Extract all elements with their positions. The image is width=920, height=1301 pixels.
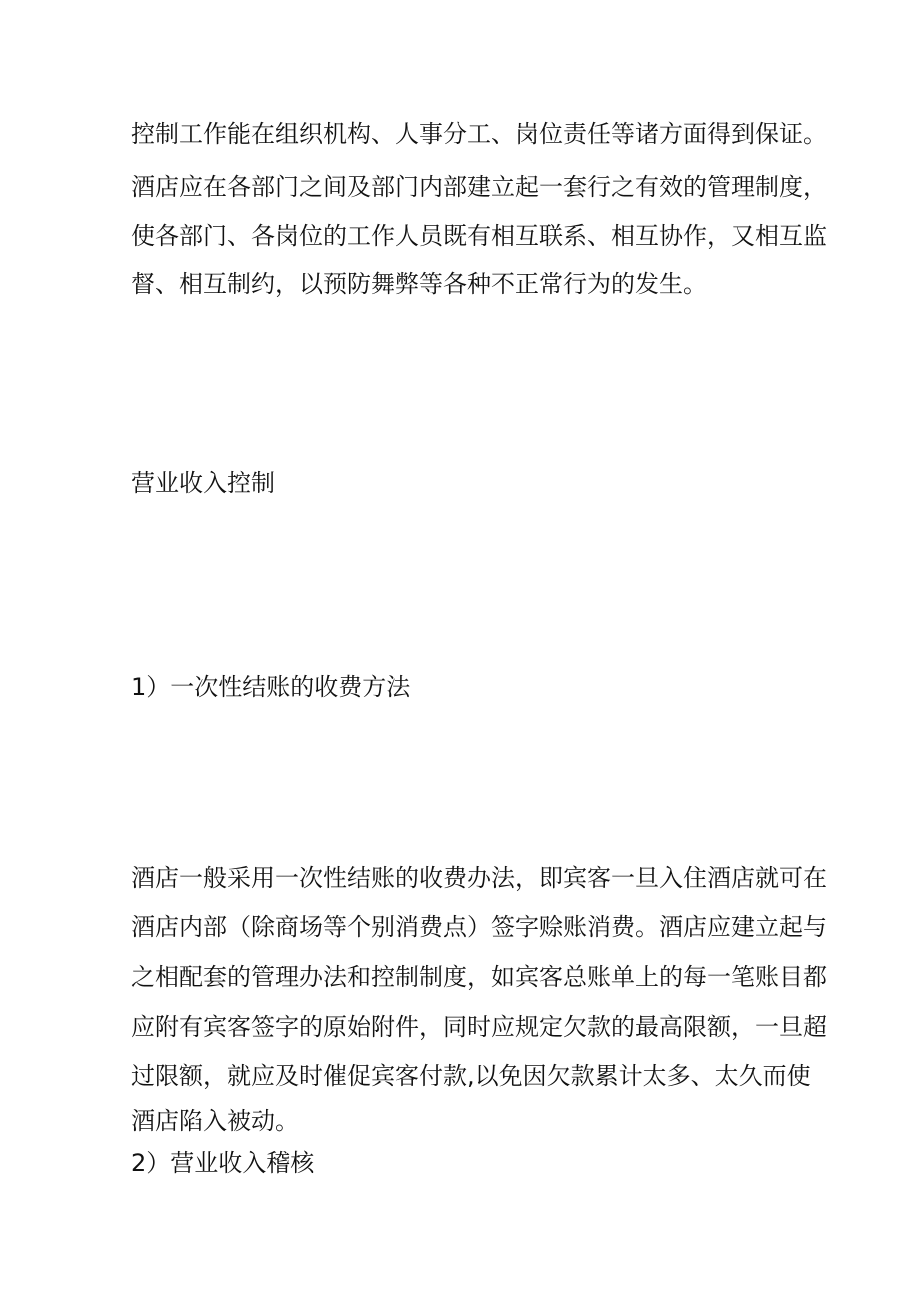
paragraph-line: 使各部门、各岗位的工作人员既有相互联系、相互协作，又相互监: [131, 222, 827, 250]
paragraph-line: 酒店应在各部门之间及部门内部建立起一套行之有效的管理制度，: [131, 173, 827, 201]
paragraph-line: 督、相互制约，以预防舞弊等各种不正常行为的发生。: [131, 270, 707, 298]
subheading: 1）一次性结账的收费方法: [131, 673, 411, 701]
paragraph-line: 酒店内部（除商场等个别消费点）签字赊账消费。酒店应建立起与: [131, 913, 827, 941]
paragraph-line: 过限额，就应及时催促宾客付款,以免因欠款累计太多、太久而使: [131, 1062, 811, 1090]
paragraph-line: 酒店一般采用一次性结账的收费办法，即宾客一旦入住酒店就可在: [131, 864, 827, 892]
section-heading: 营业收入控制: [131, 469, 275, 497]
paragraph-line: 应附有宾客签字的原始附件，同时应规定欠款的最高限额，一旦超: [131, 1013, 827, 1041]
paragraph-line: 控制工作能在组织机构、人事分工、岗位责任等诸方面得到保证。: [131, 120, 827, 148]
paragraph-line: 之相配套的管理办法和控制制度，如宾客总账单上的每一笔账目都: [131, 963, 827, 991]
paragraph-line: 酒店陷入被动。: [131, 1107, 299, 1135]
subheading: 2）营业收入稽核: [131, 1149, 315, 1177]
